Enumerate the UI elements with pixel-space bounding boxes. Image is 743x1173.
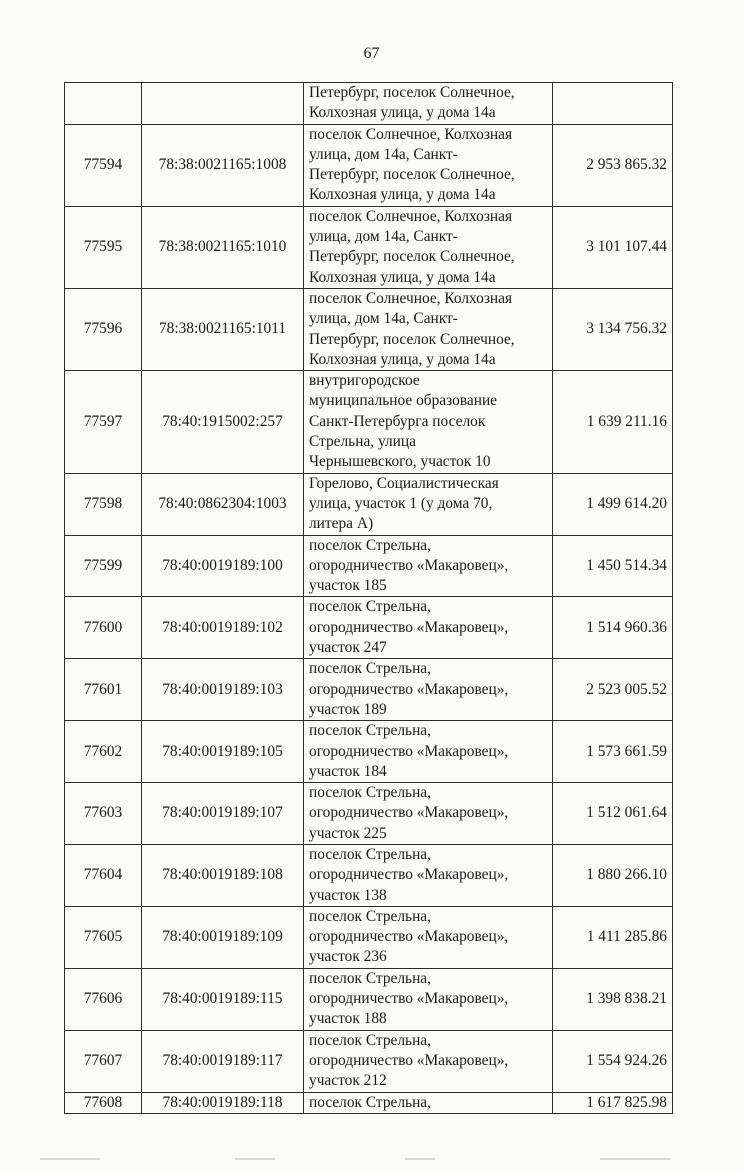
row-number-cell: 77607 — [65, 1030, 142, 1092]
table-row — [65, 721, 673, 783]
table-row — [65, 906, 673, 968]
table-row — [65, 124, 673, 206]
row-number-cell: 77603 — [65, 783, 142, 845]
table-row — [65, 371, 673, 473]
table-row — [65, 659, 673, 721]
address-cell: поселок Солнечное, Колхозная улица, дом 14а, Санкт- Петербург, поселок Солнечное, Колхозная улица, у дома 14а — [304, 288, 553, 370]
cadastral-number-cell: 78:40:0019189:118 — [142, 1092, 304, 1113]
cadastral-value-cell: 3 134 756.32 — [553, 288, 673, 370]
address-cell: поселок Стрельна, огородничество «Макаровец», участок 185 — [304, 535, 553, 597]
cadastral-value-cell: 1 450 514.34 — [553, 535, 673, 597]
cadastral-value-cell: 2 523 005.52 — [553, 659, 673, 721]
cadastral-number-cell: 78:40:0019189:117 — [142, 1030, 304, 1092]
address-cell: поселок Солнечное, Колхозная улица, дом 14а, Санкт- Петербург, поселок Солнечное, Колхозная улица, у дома 14а — [304, 124, 553, 206]
cadastral-number-cell: 78:40:0019189:102 — [142, 597, 304, 659]
address-cell: внутригородское муниципальное образование Санкт-Петербурга поселок Стрельна, улица Чернышевского, участок 10 — [304, 371, 553, 473]
address-cell: поселок Стрельна, огородничество «Макаровец», участок 138 — [304, 844, 553, 906]
address-cell: Горелово, Социалистическая улица, участок 1 (у дома 70, литера А) — [304, 473, 553, 535]
page-number: 67 — [363, 45, 380, 62]
row-number-cell: 77601 — [65, 659, 142, 721]
cadastral-value-cell: 1 880 266.10 — [553, 844, 673, 906]
table-row — [65, 783, 673, 845]
address-cell: поселок Солнечное, Колхозная улица, дом 14а, Санкт- Петербург, поселок Солнечное, Колхозная улица, у дома 14а — [304, 206, 553, 288]
address-cell: поселок Стрельна, огородничество «Макаровец», участок 212 — [304, 1030, 553, 1092]
cadastral-number-cell: 78:38:0021165:1010 — [142, 206, 304, 288]
address-cell: поселок Стрельна, огородничество «Макаровец», участок 236 — [304, 906, 553, 968]
table-row — [65, 1092, 673, 1113]
cadastral-number-cell: 78:38:0021165:1008 — [142, 124, 304, 206]
row-number-cell: 77605 — [65, 906, 142, 968]
land-registry-table — [64, 82, 673, 1114]
table-row — [65, 844, 673, 906]
address-cell: Петербург, поселок Солнечное, Колхозная улица, у дома 14а — [304, 83, 553, 125]
table-row — [65, 535, 673, 597]
cadastral-value-cell: 1 499 614.20 — [553, 473, 673, 535]
cadastral-value-cell: 1 411 285.86 — [553, 906, 673, 968]
table-row — [65, 473, 673, 535]
address-cell: поселок Стрельна, огородничество «Макаровец», участок 184 — [304, 721, 553, 783]
table-body — [65, 83, 673, 1114]
table-row — [65, 288, 673, 370]
cadastral-number-cell: 78:40:0019189:108 — [142, 844, 304, 906]
table-row — [65, 206, 673, 288]
cadastral-value-cell — [553, 83, 673, 125]
table-row — [65, 968, 673, 1030]
table-row — [65, 83, 673, 125]
cadastral-number-cell: 78:40:0019189:103 — [142, 659, 304, 721]
address-cell: поселок Стрельна, огородничество «Макаровец», участок 188 — [304, 968, 553, 1030]
cadastral-value-cell: 1 512 061.64 — [553, 783, 673, 845]
cadastral-number-cell — [142, 83, 304, 125]
table-row — [65, 597, 673, 659]
cadastral-number-cell: 78:40:0019189:109 — [142, 906, 304, 968]
address-cell: поселок Стрельна, огородничество «Макаровец», участок 225 — [304, 783, 553, 845]
cadastral-number-cell: 78:40:0019189:107 — [142, 783, 304, 845]
cadastral-number-cell: 78:40:0019189:100 — [142, 535, 304, 597]
table-row — [65, 1030, 673, 1092]
cadastral-number-cell: 78:40:0019189:115 — [142, 968, 304, 1030]
row-number-cell — [65, 83, 142, 125]
cadastral-number-cell: 78:40:0019189:105 — [142, 721, 304, 783]
cadastral-number-cell: 78:40:1915002:257 — [142, 371, 304, 473]
cadastral-value-cell: 1 573 661.59 — [553, 721, 673, 783]
row-number-cell: 77602 — [65, 721, 142, 783]
cadastral-value-cell: 3 101 107.44 — [553, 206, 673, 288]
row-number-cell: 77599 — [65, 535, 142, 597]
row-number-cell: 77596 — [65, 288, 142, 370]
row-number-cell: 77608 — [65, 1092, 142, 1113]
address-cell: поселок Стрельна, — [304, 1092, 553, 1113]
row-number-cell: 77604 — [65, 844, 142, 906]
cadastral-value-cell: 1 514 960.36 — [553, 597, 673, 659]
cadastral-number-cell: 78:40:0862304:1003 — [142, 473, 304, 535]
cadastral-value-cell: 1 398 838.21 — [553, 968, 673, 1030]
cadastral-number-cell: 78:38:0021165:1011 — [142, 288, 304, 370]
cadastral-value-cell: 1 554 924.26 — [553, 1030, 673, 1092]
address-cell: поселок Стрельна, огородничество «Макаровец», участок 247 — [304, 597, 553, 659]
row-number-cell: 77600 — [65, 597, 142, 659]
cadastral-value-cell: 1 639 211.16 — [553, 371, 673, 473]
row-number-cell: 77595 — [65, 206, 142, 288]
row-number-cell: 77606 — [65, 968, 142, 1030]
cadastral-value-cell: 2 953 865.32 — [553, 124, 673, 206]
row-number-cell: 77597 — [65, 371, 142, 473]
address-cell: поселок Стрельна, огородничество «Макаровец», участок 189 — [304, 659, 553, 721]
cadastral-value-cell: 1 617 825.98 — [553, 1092, 673, 1113]
row-number-cell: 77594 — [65, 124, 142, 206]
row-number-cell: 77598 — [65, 473, 142, 535]
